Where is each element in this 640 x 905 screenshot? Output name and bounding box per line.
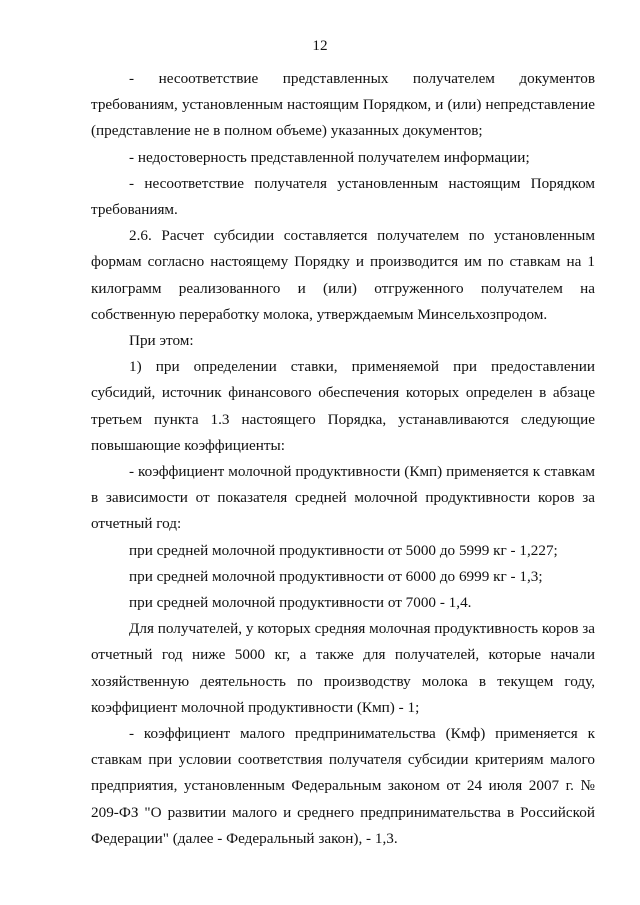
paragraph-productivity-6000-6999: при средней молочной продуктивности от 6000 до 6999 кг - 1,3; [129, 567, 543, 585]
page-number: 12 [312, 37, 328, 54]
paragraph-productivity-5000-5999: при средней молочной продуктивности от 5000 до 5999 кг - 1,227; [129, 541, 558, 559]
paragraph-unreliable-info: - недостоверность представленной получателем информации; [129, 148, 530, 166]
paragraph-below-5000: Для получателей, у которых средняя молочная продуктивность коров за отчетный год ниже 5000 кг, а также для получателей, которые начали хозяйственную деятельность по производству молока в текущем году, коэффициент молочной продуктивности (Кмп) - 1; [91, 620, 595, 716]
paragraph-productivity-7000: при средней молочной продуктивности от 7000 - 1,4. [129, 594, 472, 612]
paragraph-document-mismatch: - несоответствие представленных получателем документов требованиям, установленным настоящим Порядком, и (или) непредставление (представление не в полном объеме) указанных документов; [91, 70, 595, 140]
paragraph-rate-coefficients: 1) при определении ставки, применяемой при предоставлении субсидий, источник финансового обеспечения которых определен в абзаце третьем пункта 1.3 настоящего Порядка, устанавливаются следующие повышающие коэффициенты: [91, 358, 595, 454]
paragraph-small-business-coefficient: - коэффициент малого предпринимательства (Кмф) применяется к ставкам при условии соответствия получателя субсидии критериям малого предприятия, установленным Федеральным законом от 24 июля 2007 г. № 209-ФЗ "О развитии малого и среднего предпринимательства в Российской Федерации" (далее - Федеральный закон), - 1,3. [91, 725, 595, 847]
paragraph-wherein: При этом: [129, 332, 194, 350]
paragraph-2-6-subsidy-calculation: 2.6. Расчет субсидии составляется получателем по установленным формам согласно настоящему Порядку и производится им по ставкам на 1 килограмм реализованного и (или) отгруженного получателем на собственную переработку молока, утверждаемым Минсельхозпродом. [91, 227, 595, 323]
document-body [91, 66, 595, 852]
paragraph-recipient-mismatch: - несоответствие получателя установленным настоящим Порядком требованиям. [91, 174, 595, 219]
paragraph-milk-productivity-coefficient: - коэффициент молочной продуктивности (Кмп) применяется к ставкам в зависимости от показателя средней молочной продуктивности коров за отчетный год: [91, 463, 595, 533]
